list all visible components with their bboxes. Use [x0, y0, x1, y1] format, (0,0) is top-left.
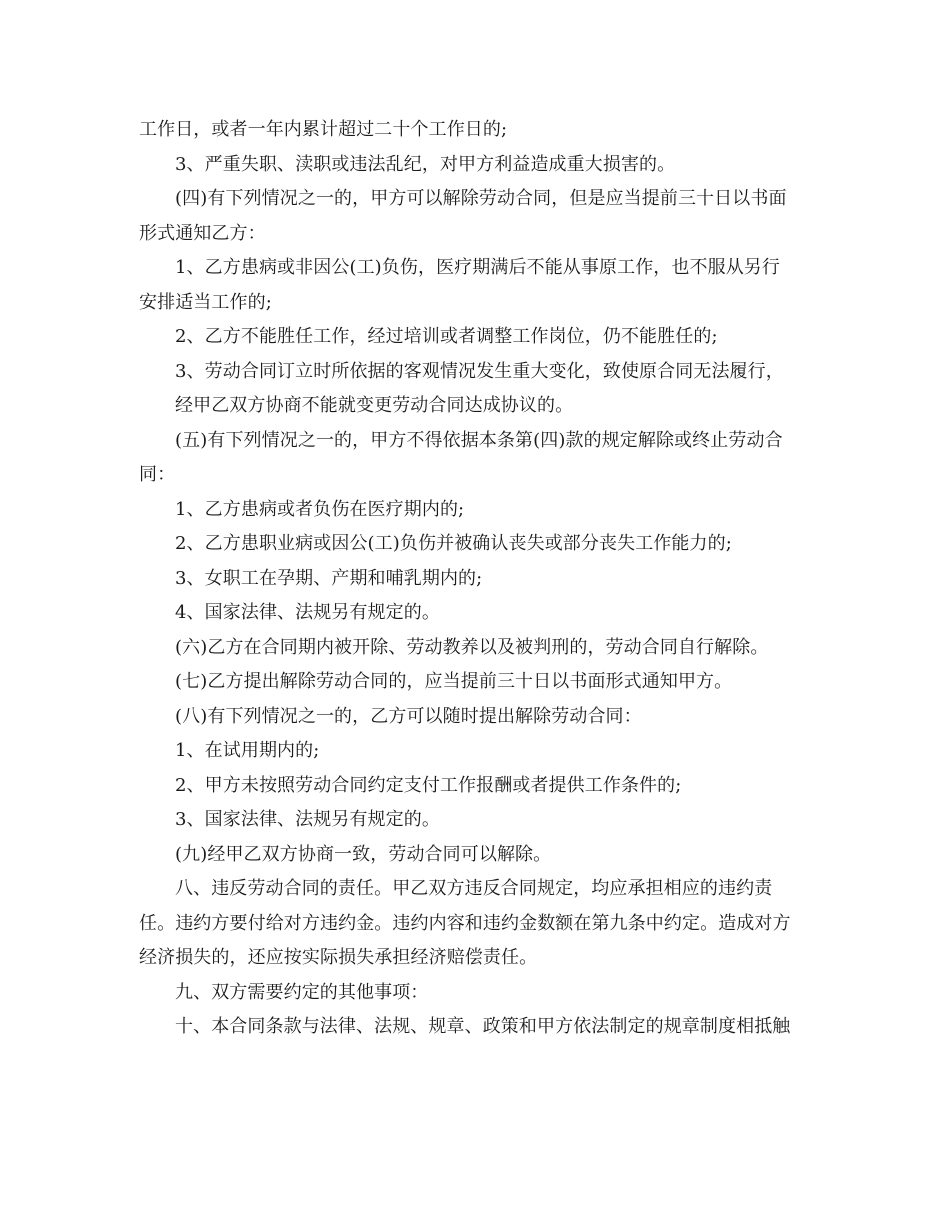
text-line: 1、乙方患病或者负伤在医疗期内的;: [175, 498, 465, 520]
text-line: (六)乙方在合同期内被开除、劳动教养以及被判刑的，劳动合同自行解除。: [175, 636, 769, 658]
text-line: 2、乙方不能胜任工作，经过培训或者调整工作岗位，仍不能胜任的;: [175, 326, 718, 347]
text-line: (四)有下列情况之一的，甲方可以解除劳动合同，但是应当提前三十日以书面: [175, 188, 787, 209]
text-line: (五)有下列情况之一的，甲方不得依据本条第(四)款的规定解除或终止劳动合: [175, 429, 783, 451]
text-line: 八、违反劳动合同的责任。甲乙双方违反合同规定，均应承担相应的违约责: [175, 878, 773, 899]
text-line: 经济损失的，还应按实际损失承担经济赔偿责任。: [139, 947, 538, 968]
text-line: 3、严重失职、渎职或违法乱纪，对甲方利益造成重大损害的。: [175, 153, 676, 175]
text-line: 3、女职工在孕期、产期和哺乳期内的;: [175, 567, 483, 589]
text-line: 3、国家法律、法规另有规定的。: [175, 809, 440, 830]
text-line: (八)有下列情况之一的，乙方可以随时提出解除劳动合同：: [175, 705, 642, 727]
text-line: 安排适当工作的;: [139, 291, 272, 313]
text-line: 1、在试用期内的;: [175, 740, 320, 761]
text-line: 工作日，或者一年内累计超过二十个工作日的;: [139, 119, 508, 140]
text-line: 4、国家法律、法规另有规定的。: [175, 602, 440, 623]
text-line: 2、甲方未按照劳动合同约定支付工作报酬或者提供工作条件的;: [175, 774, 682, 796]
text-line: 同：: [139, 464, 176, 485]
text-line: 任。违约方要付给对方违约金。违约内容和违约金数额在第九条中约定。造成对方: [139, 912, 791, 934]
text-line: (九)经甲乙双方协商一致，劳动合同可以解除。: [175, 843, 552, 865]
text-line: 九、双方需要约定的其他事项：: [175, 981, 429, 1003]
text-line: 经甲乙双方协商不能就变更劳动合同达成协议的。: [175, 395, 574, 416]
text-line: 1、乙方患病或非因公(工)负伤，医疗期满后不能从事原工作，也不服从另行: [175, 257, 780, 278]
text-line: 3、劳动合同订立时所依据的客观情况发生重大变化，致使原合同无法履行，: [175, 360, 784, 382]
text-line: 十、本合同条款与法律、法规、规章、政策和甲方依法制定的规章制度相抵触: [175, 1016, 791, 1037]
text-line: (七)乙方提出解除劳动合同的，应当提前三十日以书面形式通知甲方。: [175, 671, 733, 692]
text-line: 形式通知乙方：: [139, 222, 266, 244]
document-body: [139, 113, 819, 1045]
text-line: 2、乙方患职业病或因公(工)负伤并被确认丧失或部分丧失工作能力的;: [175, 533, 732, 554]
